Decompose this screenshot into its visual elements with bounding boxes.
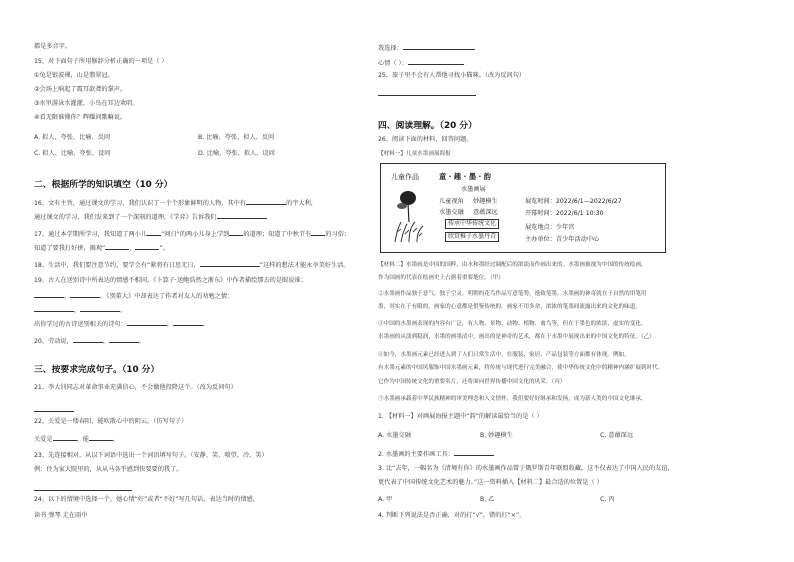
ink-plant-illustration bbox=[391, 186, 427, 244]
poster-keyword-2: 妙趣横生 bbox=[473, 198, 498, 205]
paragraph-5-line: ⑤水墨画承载着中华民族精神的审美理念和人文情怀，我们要好好继承和发扬，成为新人类的中国文化继承。 bbox=[378, 396, 647, 402]
poster-subtitle: 水墨画展 bbox=[461, 186, 486, 193]
reading-question-4: 4. 判断下列说法是否正确，对的打“√”，错的打“×”。 bbox=[378, 512, 526, 519]
paragraph-3-line: ③中国的水墨画表现的内容有广泛，有人物、景物、动物、植物、禽鸟等，但在于墨色的浓淡、虚实的变化、 bbox=[378, 321, 647, 327]
sentence-3: ③水里游泳水灌灌，小鸟在耳边欢唱。 bbox=[34, 100, 139, 107]
material-1-label: 【材料一】儿童水墨画展海报 bbox=[378, 151, 451, 157]
poster-title: 童 · 趣 · 墨 · 韵 bbox=[439, 172, 491, 181]
paragraph-4-line: 有水墨元素的中国风服饰中国水墨画元素，将传统与现代进行完美融合，使中华传统文化中的精神内涵扩展到时代。 bbox=[378, 365, 664, 371]
question-16: 16、文有主旨，通过课文的学习，我们认识了一个个形象鲜明的人物，其中有 的宇大利， bbox=[34, 200, 317, 207]
poster-keyword-4: 意蕴深远 bbox=[473, 209, 498, 216]
question-19-cont2: ， 。 bbox=[34, 305, 126, 315]
paragraph-2-line: 墨，其实在于有限的，画家的心意都是借鉴传统的。画家不用多余，浓浓的笔墨间流露出来的文化的味道。 bbox=[378, 304, 641, 310]
question-24: 24、以下的情境中选择一个，她心情“好”或者“不好”写几句话，表达当时的情感。 bbox=[34, 496, 259, 503]
question-17-cont: 知道了要我打好拼，揭观“ ， ”。 bbox=[34, 245, 169, 252]
question-16-cont: 通过课文的学习，我们发来到了一个深刻的道理，《学弈》告诉我们 bbox=[34, 212, 267, 222]
question-19-cont: ， 。《别董大》中却表达了作者对友人的劝勉之情： bbox=[34, 291, 233, 301]
reading-option-c: C. 丙 bbox=[600, 496, 615, 503]
material-2-line: 作为国画的代表在绘画史上占据着重要地位。（甲） bbox=[378, 275, 504, 281]
section-2-heading: 二、根据所学的知识填空（10 分） bbox=[34, 180, 173, 190]
exhibition-place: 展览地点：少年宫 bbox=[525, 224, 575, 231]
exhibition-poster bbox=[380, 163, 666, 253]
poster-keyword-3: 水墨交融 bbox=[439, 209, 464, 216]
answer-line bbox=[34, 411, 74, 412]
question-19: 19、古人在送别诗中所表达的情感不相同，《卜算子·送鲍浩然之浙东》中作者描绘那去的是眼说谁； bbox=[34, 277, 307, 284]
question-20: 20、劳动说， ， 。 bbox=[34, 338, 146, 345]
material-2-line: 【材料二】水墨画是中国的国粹，由水和墨经过调配后的浓淡而作画出来的。水墨画被视为中国的传统绘画， bbox=[378, 262, 647, 268]
choice-label: 我选择： bbox=[378, 43, 475, 53]
section-3-heading: 三、按要求完成句子。（10 分） bbox=[34, 365, 160, 375]
reading-question-3: 3. 比“去年，一幅名为《清境有你》的水墨画作品曾于俄罗斯青年联盟收藏。这不仅表达了中国人民的友谊， bbox=[378, 465, 674, 472]
paragraph-4-line: 它作为中国传统文化的重要名片，还将面向世界传播中国文化的风采。（丙） bbox=[378, 379, 566, 385]
reading-option-a: A. 甲 bbox=[378, 496, 393, 503]
sentence-2: ②会场上响起了震耳欲聋的掌声。 bbox=[34, 86, 127, 93]
question-22-cont: 关爱是 ，能 。 bbox=[34, 436, 120, 443]
reading-question-3-cont: 更代表了中国传统文化艺术的魅力。”这一资料插入【材料二】最合适的位置是（ ） bbox=[378, 479, 603, 486]
question-23-example: 例：住为家大院里的，从从马各乎感到快要要的我了。 bbox=[34, 466, 183, 473]
answer-line bbox=[378, 95, 476, 96]
question-24-options: 读书 弹琴 走在雨中 bbox=[34, 512, 88, 519]
paragraph-2-line: ②水墨画作品独于意气，独于空灵。明朝的花鸟作品写意笔势，逸致笔墨。水墨画的神奇就在于自然的用笔用 bbox=[378, 291, 647, 297]
question-17: 17、通过本学期所学习，我知道了两小儿 “问日”的两小儿身上学到 的道理；知道了中秋节有 的习俗； bbox=[34, 231, 351, 238]
mood-label: 心情（ ）： bbox=[378, 58, 464, 68]
sentence-4: ④看无限谁懂你？辉耀问歌嘛说。 bbox=[34, 114, 127, 121]
reading-question-1: 1. 【材料一】对画展海报主题中“韵”的解读最恰当的是（ ） bbox=[378, 413, 543, 420]
question-22: 22、关爱是一缕春阳，能吹散心中的阴云。（仿写句子） bbox=[34, 418, 188, 425]
question-26: 26、阅读下面的材料，回答问题。 bbox=[378, 136, 473, 143]
text-line: 都是多音字。 bbox=[34, 43, 72, 50]
question-15: 15、对下面句子所用修辞分析正确的一项是（ ） bbox=[34, 58, 168, 65]
question-18: 18、生活中，我们要注意节约，要学会有“紧将有日思无日， ”这样的想法才能永享美好生活。 bbox=[34, 262, 350, 269]
option-d: D. 比喻、夸张、拟人、设问 bbox=[198, 150, 275, 157]
question-23: 23、先连接相对，从以下词语中选出一个词语填写句子。（安静、笑、喷望、冷、笑） bbox=[34, 452, 268, 459]
sentence-1: ①兔是银波裸，山是翡翠冠。 bbox=[34, 72, 114, 79]
option-b: B. 比喻、夸张、拟人、反问 bbox=[198, 134, 275, 141]
paragraph-3-line: 水墨画的从淡到稳润，水墨的画墨清中，画出的是神奇的艺术，都在于水墨中展现出来的中国文化的特征。（乙） bbox=[378, 334, 655, 340]
opening-time: 开幕时间：2022/6/1 10:30 bbox=[525, 210, 604, 217]
question-21: 21、李大钊同志对革命事业充满信心，不会做他投降这个。（改为反问句） bbox=[34, 384, 237, 391]
option-c: C. 拟人、比喻、夸张、设问 bbox=[34, 150, 111, 157]
poster-box-2: 欣赏稚子水墨丹青 bbox=[445, 232, 499, 242]
reading-option-a: A. 水墨交融 bbox=[378, 432, 411, 439]
reading-question-2: 2. 水墨画的主要作画工具： bbox=[378, 449, 494, 459]
option-a: A. 拟人、夸张、比喻、反问 bbox=[34, 134, 111, 141]
poster-label: 儿童作品 bbox=[391, 173, 419, 181]
poster-keyword-1: 儿童视角 bbox=[439, 198, 464, 205]
section-4-heading: 四、阅读理解。（20 分） bbox=[378, 121, 477, 131]
reading-option-c: C. 意蕴深远 bbox=[600, 432, 634, 439]
question-25: 25、旅子里不会有人帮他寻找小猫咪。（改为反问句） bbox=[378, 72, 526, 79]
reading-option-b: B. 乙 bbox=[480, 496, 495, 503]
reading-option-b: B. 妙趣横生 bbox=[480, 432, 513, 439]
exhibition-time: 展览时间：2022/6/1—2022/6/27 bbox=[525, 198, 622, 205]
organizer: 主办单位：青少年活动中心 bbox=[525, 236, 600, 243]
paragraph-4-line: ④如今，水墨画元素已经进入到了人们日常生活中，在服装、家居、产品包装等方面都有体现。例如， bbox=[378, 352, 630, 358]
answer-line bbox=[34, 490, 132, 491]
poster-box-1: 传承中华传统文化 bbox=[445, 219, 499, 229]
question-19-cont3: 出你学过的古诗送别相关的诗句： ， 。 bbox=[34, 321, 210, 328]
